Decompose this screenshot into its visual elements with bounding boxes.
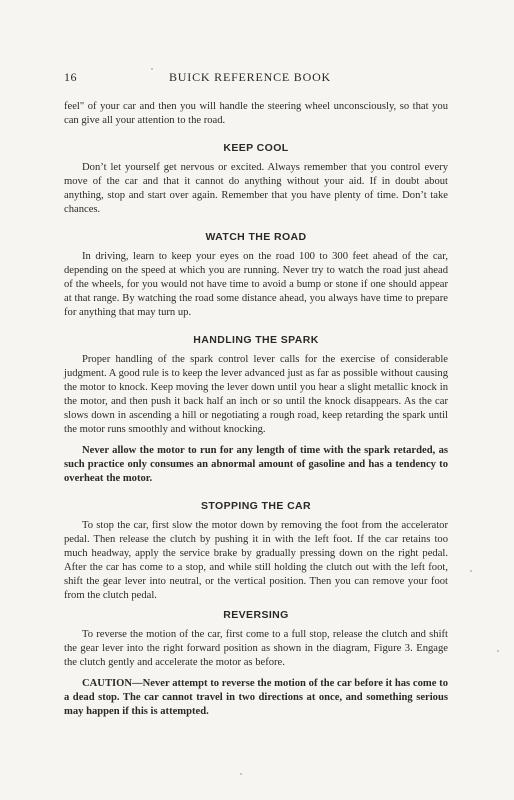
heading-keep-cool: KEEP COOL <box>223 142 289 154</box>
paragraph-stopping-the-car: To stop the car, first slow the motor down by removing the foot from the accelerator pedal. Then release the clutch by pushing it in with the left foot. If the car retains too much headway, apply the service brake by gradually pressing down on the right pedal. After the car has come to a stop, and while still holding the clutch out with the left foot, shift the gear lever into neutral, or the vertical position. Then you can remove your foot from the clutch pedal. <box>64 520 448 601</box>
page-number: 16 <box>64 70 77 84</box>
heading-reversing: REVERSING <box>223 609 289 621</box>
opening-paragraph: feel" of your car and then you will handle the steering wheel unconsciously, so that you can give all your attention to the road. <box>64 101 448 126</box>
heading-watch-the-road: WATCH THE ROAD <box>205 231 307 243</box>
print-speck <box>151 68 153 70</box>
paragraph-handling-the-spark: Proper handling of the spark control lever calls for the exercise of considerable judgment. A good rule is to keep the lever advanced just as far as possible without causing the motor to knock. Keep moving the lever down until you hear a slight metallic knock in the motor, and then push it back half an inch or so until the knock disappears. As the car slows down in ascending a hill or negotiating a rough road, keep retarding the spark until the motor runs smoothly and without knocking. <box>64 354 448 435</box>
page-content <box>64 100 448 719</box>
print-speck <box>497 650 499 652</box>
paragraph-reversing: To reverse the motion of the car, first come to a full stop, release the clutch and shift the gear lever into the right forward position as shown in the diagram, Figure 3. Engage the clutch gently and accelerate the motor as before. <box>64 629 448 668</box>
print-speck <box>240 773 242 775</box>
print-speck <box>470 570 472 572</box>
paragraph-keep-cool: Don’t let yourself get nervous or excited. Always remember that you control every move of the car and that it cannot do anything without your aid. If in doubt about anything, stop and start over again. Remember that you have plenty of time. Don’t take chances. <box>64 162 448 215</box>
running-title: BUICK REFERENCE BOOK <box>169 70 332 84</box>
spark-warning-note: Never allow the motor to run for any length of time with the spark retarded, as such practice only consumes an abnormal amount of gasoline and has a tendency to overheat the motor. <box>64 445 448 484</box>
paragraph-watch-the-road: In driving, learn to keep your eyes on the road 100 to 300 feet ahead of the car, depending on the speed at which you are running. Never try to watch the road just ahead of the wheels, for you would not have time to avoid a bump or stone if one should appear at that range. By watching the road some distance ahead, you always have time to prepare for anything that may turn up. <box>64 251 448 318</box>
page-header <box>64 70 448 86</box>
heading-stopping-the-car: STOPPING THE CAR <box>200 500 312 512</box>
reversing-caution-note: CAUTION—Never attempt to reverse the motion of the car before it has come to a dead stop. The car cannot travel in two directions at once, and something serious may happen if this is attempted. <box>64 678 448 717</box>
heading-handling-the-spark: HANDLING THE SPARK <box>193 334 319 346</box>
